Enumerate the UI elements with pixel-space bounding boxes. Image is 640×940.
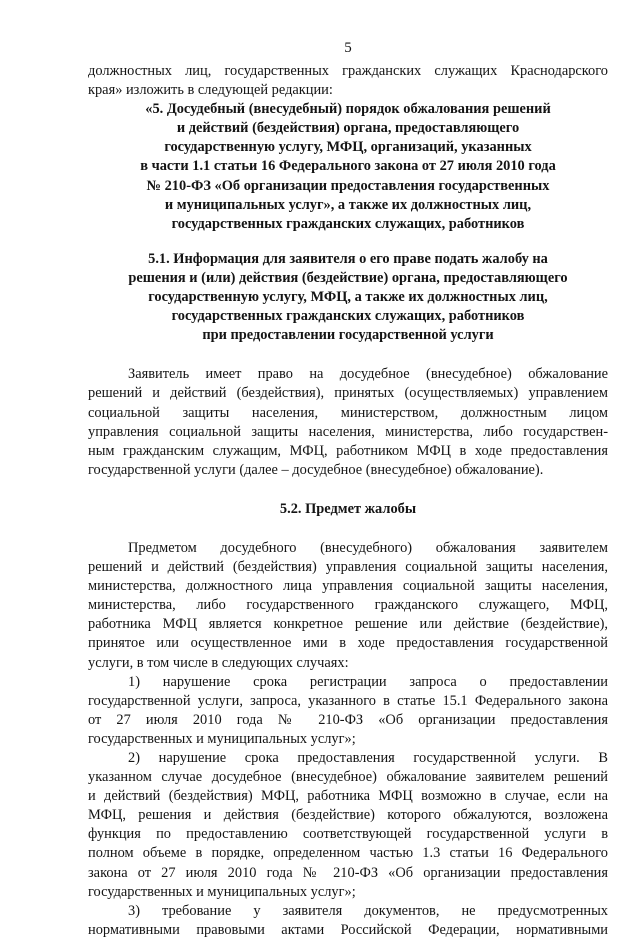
paragraph-line: государственной услуги (далее – досудебное (внесудебное) обжалование).: [88, 461, 544, 478]
intro-line: края» изложить в следующей редакции:: [88, 82, 333, 99]
paragraph-line: работника МФЦ является конкретное решение или действие (бездействие),: [88, 616, 608, 633]
paragraph-line: министерства, должностного лица управления социальной защиты населения,: [88, 578, 608, 595]
main-heading-line: «5. Досудебный (внесудебный) порядок обжалования решений: [145, 101, 551, 118]
section-heading-line: государственных гражданских служащих, работников: [171, 308, 525, 325]
list-item-line: государственной услуги, запроса, указанного в статье 15.1 Федерального закона: [88, 692, 608, 709]
paragraph-line: Предметом досудебного (внесудебного) обжалования заявителем: [128, 539, 608, 556]
main-heading: [88, 100, 608, 234]
main-heading-line: государственную услугу, МФЦ, организаций, указанных: [164, 139, 532, 156]
section-5-2-heading: 5.2. Предмет жалобы: [279, 500, 417, 517]
document-page: [88, 38, 608, 940]
list-item-line: 2) нарушение срока предоставления государственной услуги. В: [128, 750, 608, 766]
section-heading-line: решения и (или) действия (бездействие) органа, предоставляющего: [128, 269, 568, 286]
paragraph-line: решений и действий (бездействия), принятых (осуществляемых) управлением: [88, 385, 608, 402]
paragraph-line: министерства, либо государственного гражданского служащего, МФЦ,: [88, 597, 608, 614]
list-item-line: полном объеме в порядке, определенном частью 1.3 статьи 16 Федерального: [88, 845, 608, 862]
section-heading-line: 5.1. Информация для заявителя о его праве подать жалобу на: [148, 250, 548, 267]
paragraph-line: ным гражданским служащим, МФЦ, работником МФЦ в ходе предоставления: [88, 442, 608, 459]
list-item-line: нормативными правовыми актами Российской Федерации, нормативными: [88, 921, 608, 938]
section-5-1-paragraph: [88, 365, 608, 480]
list-item-line: и действий (бездействия) МФЦ, работника МФЦ возможно в случае, если на: [88, 788, 608, 805]
paragraph-line: Заявитель имеет право на досудебное (внесудебное) обжалование: [128, 366, 608, 383]
paragraph-line: социальной защиты населения, министерством, должностным лицом: [88, 404, 608, 421]
list-item-line: государственных и муниципальных услуг»;: [88, 730, 356, 747]
list-item-line: от 27 июля 2010 года № 210-ФЗ «Об организации предоставления: [88, 711, 608, 728]
section-heading-line: при предоставлении государственной услуги: [202, 327, 494, 344]
list-item-1: [88, 673, 608, 749]
paragraph-line: управления социальной защиты населения, министерства, либо государствен-: [88, 423, 608, 440]
paragraph-line: принятое или осуществленное ими в ходе предоставления государственной: [88, 635, 608, 652]
list-item-line: функция по предоставлению соответствующей государственной услуги в: [88, 826, 608, 843]
paragraph-line: решений и действий (бездействия) управления социальной защиты населения,: [88, 559, 608, 576]
section-heading-line: государственную услугу, МФЦ, а также их должностных лиц,: [148, 289, 548, 306]
list-item-line: 3) требование у заявителя документов, не предусмотренных: [128, 902, 608, 919]
list-item-line: 1) нарушение срока регистрации запроса о предоставлении: [128, 673, 608, 690]
page-number: 5: [344, 40, 352, 56]
main-heading-line: государственных гражданских служащих, работников: [171, 215, 525, 232]
section-5-1-heading: [88, 250, 608, 345]
paragraph-line: услуги, в том числе в следующих случаях:: [88, 654, 349, 671]
list-item-2: [88, 749, 608, 902]
main-heading-line: и муниципальных услуг», а также их должностных лиц,: [164, 196, 532, 213]
list-item-line: государственных и муниципальных услуг»;: [88, 883, 356, 900]
main-heading-line: в части 1.1 статьи 16 Федерального закона от 27 июля 2010 года: [140, 158, 556, 175]
section-5-2-paragraph: [88, 539, 608, 673]
main-heading-line: и действий (бездействия) органа, предоставляющего: [176, 120, 520, 137]
list-item-3: [88, 902, 608, 940]
list-item-line: указанном случае досудебное (внесудебное) обжалование заявителем решений: [88, 769, 608, 786]
list-item-line: МФЦ, решения и действия (бездействие) которого обжалуются, возложена: [88, 807, 608, 824]
main-heading-line: № 210-ФЗ «Об организации предоставления государственных: [146, 177, 550, 194]
intro-line: должностных лиц, государственных гражданских служащих Краснодарского: [88, 63, 608, 79]
list-item-line: закона от 27 июля 2010 года № 210-ФЗ «Об организации предоставления: [88, 864, 608, 881]
